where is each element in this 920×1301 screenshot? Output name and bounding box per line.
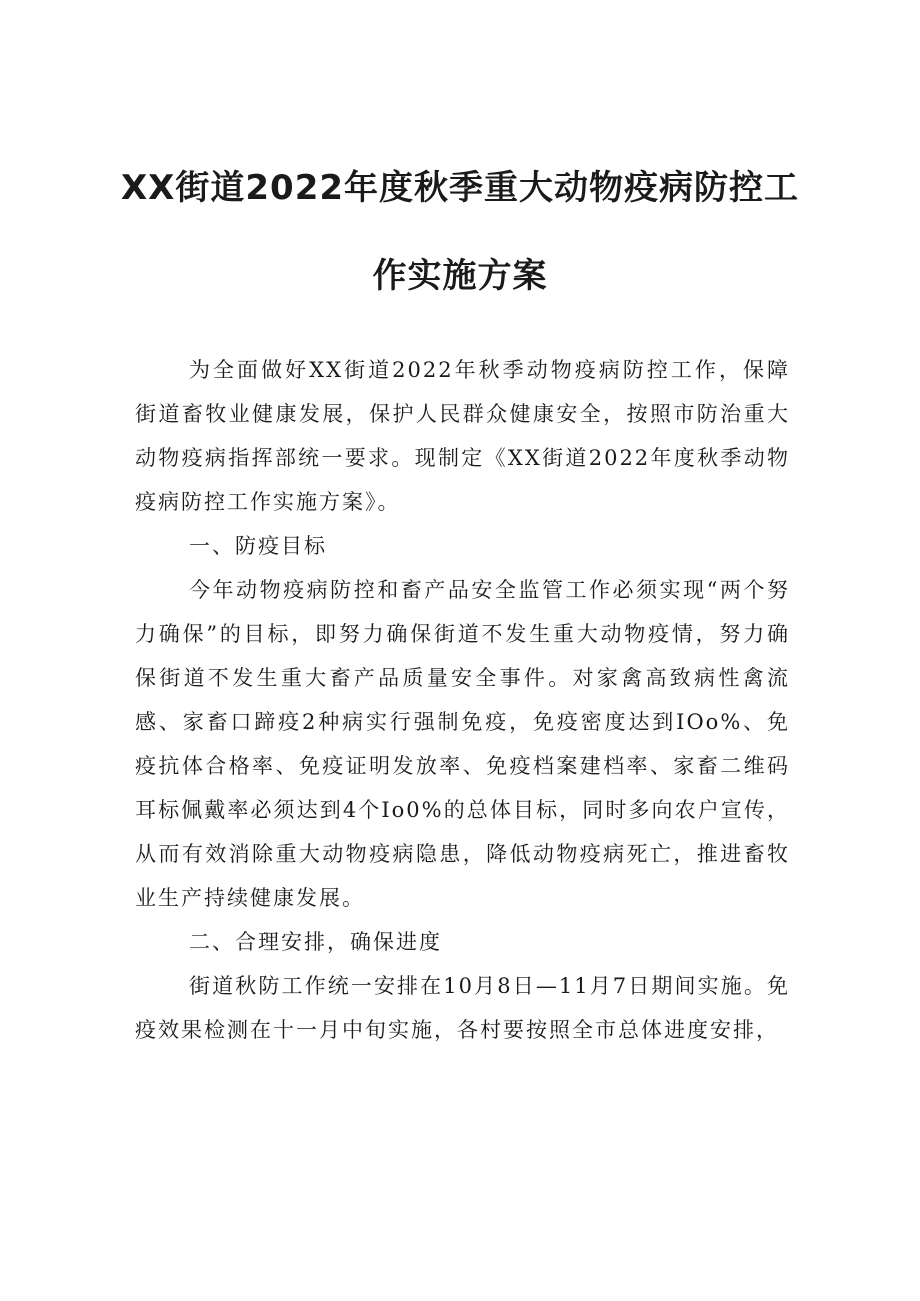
document-title-line-2: 作实施方案 <box>372 256 548 296</box>
section-heading-2: 二、合理安排，确保进度 <box>189 930 442 954</box>
schedule-paragraph: 街道秋防工作统一安排在10月8日—11月7日期间实施。免疫效果检测在十一月中旬实施，各村要按照全市总体进度安排， <box>135 974 790 1042</box>
document-title-line-1: XX街道2022年度秋季重大动物疫病防控工 <box>120 168 800 208</box>
section-heading-1: 一、防疫目标 <box>189 534 327 558</box>
goal-paragraph: 今年动物疫病防控和畜产品安全监管工作必须实现“两个努力确保”的目标，即努力确保街道不发生重大动物疫情，努力确保街道不发生重大畜产品质量安全事件。对家禽高致病性禽流感、家畜口蹄疫2种病实行强制免疫，免疫密度达到IOo%、免疫抗体合格率、免疫证明发放率、免疫档案建档率、家畜二维码耳标佩戴率必须达到4个Io0%的总体目标，同时多向农户宣传，从而有效消除重大动物疫病隐患，降低动物疫病死亡，推进畜牧业生产持续健康发展。 <box>135 578 790 910</box>
intro-paragraph: 为全面做好XX街道2022年秋季动物疫病防控工作，保障街道畜牧业健康发展，保护人民群众健康安全，按照市防治重大动物疫病指挥部统一要求。现制定《XX街道2022年度秋季动物疫病防控工作实施方案》。 <box>135 358 790 514</box>
document-body <box>135 348 790 1052</box>
